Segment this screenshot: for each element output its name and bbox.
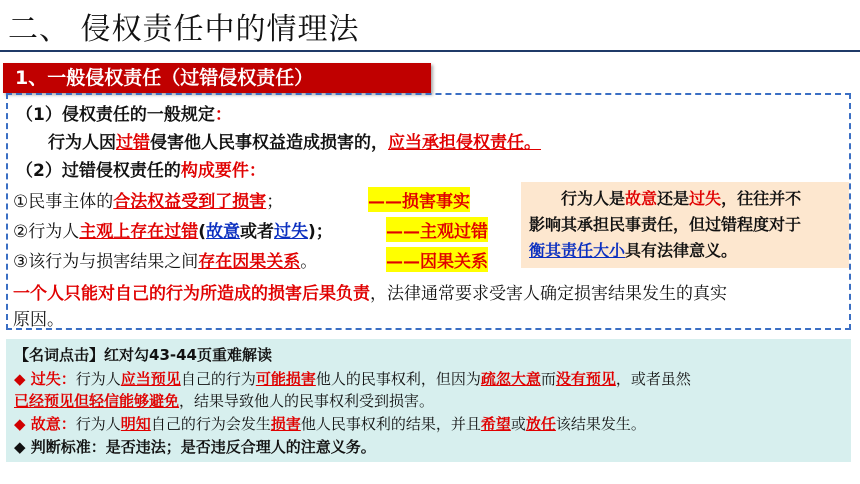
- r3-e: 他人民事权利的结果，并且: [300, 415, 481, 433]
- term-row-guyi: [14, 413, 646, 434]
- note-l3-link: 衡其责任大小: [529, 241, 626, 260]
- rule-guocuo: 过错: [116, 133, 150, 153]
- r1-g: 而: [540, 370, 556, 388]
- summary-line-1: [13, 279, 727, 304]
- term-box: [6, 339, 851, 462]
- note-box: [521, 182, 849, 268]
- summary-rest: ，法律通常要求受害人确定损害结果发生的真实: [370, 284, 727, 304]
- item2-prefix: ②行为人: [13, 222, 80, 242]
- standard-text: 判断标准：是否违法；是否违反合理人的注意义务。: [25, 438, 376, 456]
- r2-b: ，结果导致他人的民事权利受到损害。: [179, 392, 435, 410]
- r1-b: 应当预见: [120, 370, 181, 388]
- note-line-1: [529, 186, 841, 212]
- item2-or: 或者: [240, 222, 275, 242]
- sub-heading-1: [16, 100, 232, 125]
- note-l1-guyi: 故意: [625, 189, 658, 208]
- r1-e: 他人的民事权利，但因为: [315, 370, 481, 388]
- r1-h: 没有预见: [555, 370, 616, 388]
- page-title: 二、 侵权责任中的情理法: [8, 12, 360, 47]
- item1-red: 合法权益受到了损害: [113, 192, 267, 212]
- r1-a: 行为人: [75, 370, 121, 388]
- term-row-guoshi: [14, 368, 691, 389]
- title-divider: [0, 50, 860, 52]
- rule-end: 应当承担侵权责任。: [388, 133, 541, 153]
- element-item-3: [13, 247, 317, 272]
- item2-guoshi: 过失: [274, 222, 309, 242]
- note-line-2: 影响其承担民事责任，但过错程度对于: [529, 215, 802, 234]
- element-item-2: [13, 217, 333, 242]
- term-guyi-label: 故意：: [25, 415, 76, 433]
- r1-i: ，或者虽然: [615, 370, 691, 388]
- item3-tag: ——因果关系: [386, 247, 488, 272]
- sub-heading-2-label: （2）过错侵权责任的: [16, 161, 181, 181]
- note-l1-a: 行为人是: [561, 189, 626, 208]
- sub-heading-2: [16, 156, 266, 181]
- r3-b: 明知: [120, 415, 151, 433]
- term-header: 【名词点击】红对勾43-44页重难解读: [14, 346, 272, 364]
- term-guoshi-label: 过失：: [25, 370, 76, 388]
- note-l1-guoshi: 过失: [689, 189, 722, 208]
- note-line-3: [529, 238, 841, 264]
- r3-h: 放任: [525, 415, 556, 433]
- bullet-diamond-icon: ◆: [14, 438, 26, 456]
- note-l1-b: 还是: [657, 189, 690, 208]
- r3-c: 自己的行为会发生: [150, 415, 271, 433]
- item2-guyi: 故意: [206, 222, 241, 242]
- r2-a: 已经预见但轻信能够避免: [14, 392, 180, 410]
- sub-heading-1-label: （1）侵权责任的一般规定: [16, 105, 215, 125]
- sub-heading-1-colon: ：: [214, 105, 232, 125]
- item1-suffix: ；: [266, 192, 284, 212]
- r3-f: 希望: [480, 415, 511, 433]
- item2-paren-open: (: [198, 222, 207, 242]
- general-rule: [48, 128, 541, 153]
- bullet-diamond-icon: ◆: [14, 415, 26, 433]
- term-row-standard: [14, 436, 376, 457]
- bullet-diamond-icon: ◆: [14, 370, 26, 388]
- item2-tag: ——主观过错: [386, 217, 488, 242]
- element-item-1: [13, 187, 283, 212]
- r1-f: 疏忽大意: [480, 370, 541, 388]
- item3-prefix: ③该行为与损害结果之间: [13, 252, 199, 272]
- rule-prefix: 行为人因: [48, 133, 116, 153]
- summary-red: 一个人只能对自己的行为所造成的损害后果负责: [13, 284, 370, 304]
- term-row-guoshi-cont: [14, 390, 434, 411]
- r3-g: 或: [510, 415, 526, 433]
- r1-c: 自己的行为: [180, 370, 256, 388]
- section-header: 1、一般侵权责任（过错侵权责任）: [3, 63, 431, 93]
- note-l3-rest: 具有法律意义。: [625, 241, 738, 260]
- r3-d: 损害: [270, 415, 301, 433]
- r3-a: 行为人: [75, 415, 121, 433]
- r1-d: 可能损害: [255, 370, 316, 388]
- r3-i: 该结果发生。: [555, 415, 646, 433]
- item3-red: 存在因果关系: [198, 252, 301, 272]
- item3-suffix: 。: [300, 252, 318, 272]
- item1-tag: ——损害事实: [368, 187, 470, 212]
- sub-heading-2-red: 构成要件：: [180, 161, 266, 181]
- item2-red: 主观上存在过错: [79, 222, 199, 242]
- note-l1-c: ，往往并不: [721, 189, 802, 208]
- rule-mid: 侵害他人民事权益造成损害的，: [150, 133, 388, 153]
- item1-prefix: ①民事主体的: [13, 192, 114, 212]
- item2-paren-close: )；: [308, 222, 333, 242]
- summary-line-2: 原因。: [13, 310, 64, 330]
